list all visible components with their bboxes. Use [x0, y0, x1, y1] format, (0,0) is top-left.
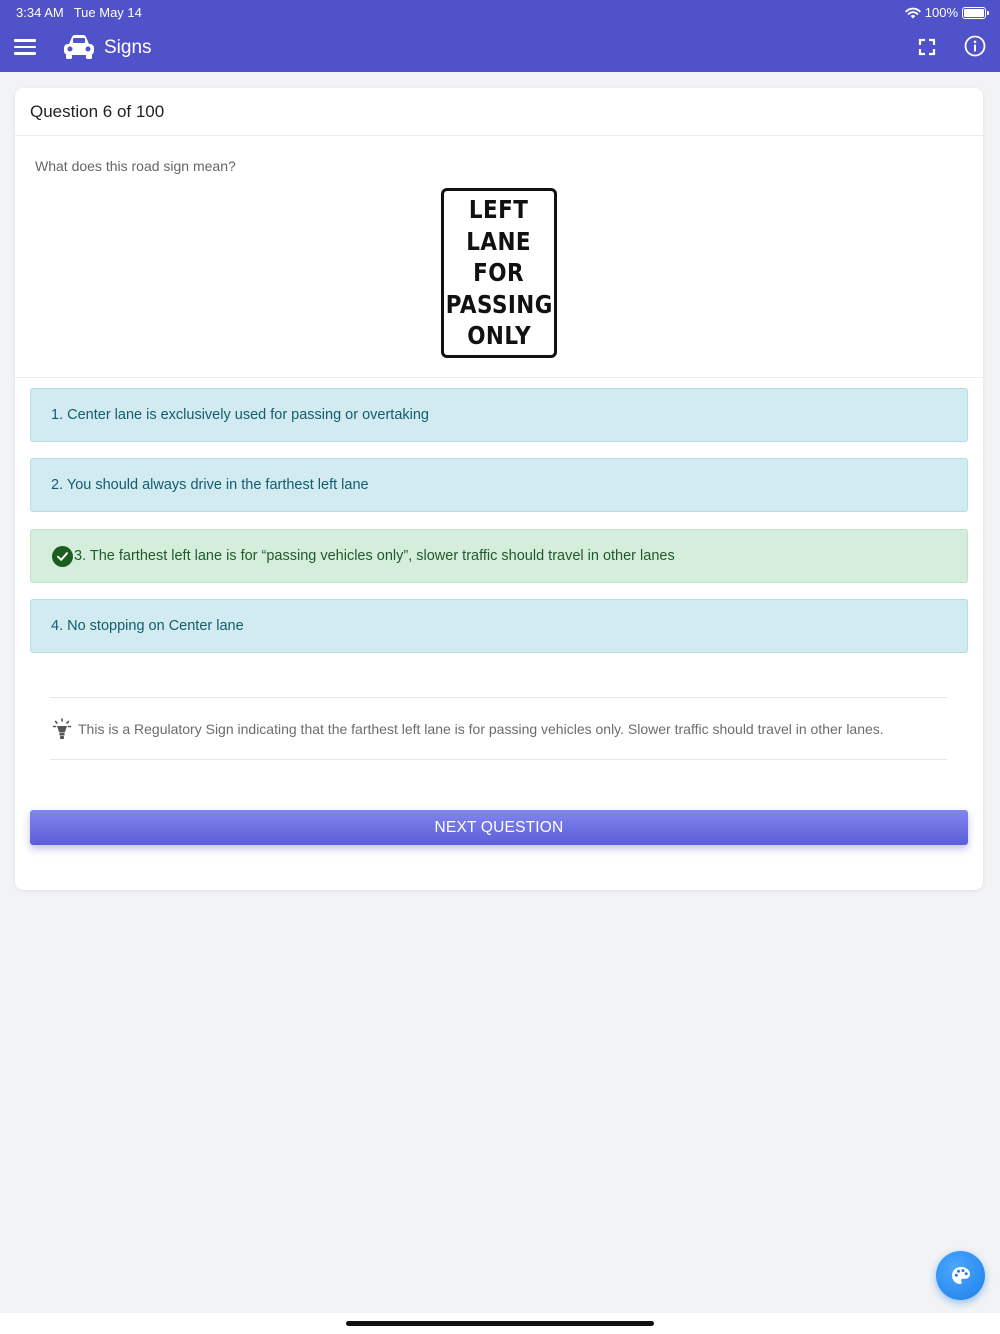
fullscreen-icon[interactable] — [917, 37, 937, 57]
top-bar — [0, 0, 1000, 72]
answer-option-4[interactable] — [30, 599, 968, 653]
answer-option-2[interactable] — [30, 458, 968, 512]
answer-option-label: 3. The farthest left lane is for “passing vehicles only”, slower traffic should travel in other lanes — [74, 548, 675, 564]
theme-fab-button[interactable] — [936, 1251, 985, 1300]
sign-line: ONLY — [467, 321, 531, 351]
battery-icon — [962, 7, 986, 19]
lightbulb-icon — [52, 718, 72, 740]
app-bar — [0, 28, 1000, 68]
question-prompt: What does this road sign mean? — [35, 158, 236, 174]
answer-option-label: 2. You should always drive in the farthest left lane — [51, 477, 369, 493]
palette-icon — [950, 1265, 972, 1287]
info-icon[interactable] — [964, 35, 986, 57]
wifi-icon — [905, 7, 921, 19]
question-card — [15, 88, 983, 890]
answer-option-label: 4. No stopping on Center lane — [51, 618, 244, 634]
sign-line: FOR — [473, 258, 525, 288]
divider — [15, 377, 983, 378]
sign-line: LEFT — [469, 195, 529, 225]
battery-fill — [964, 9, 984, 17]
answer-option-3[interactable] — [30, 529, 968, 583]
sign-line: LANE — [466, 226, 532, 256]
status-bar-right — [905, 5, 986, 20]
check-circle-icon — [52, 546, 73, 567]
sign-line: PASSING — [445, 289, 553, 319]
road-sign-image — [441, 188, 557, 358]
status-date: Tue May 14 — [73, 5, 142, 20]
next-question-button[interactable]: NEXT QUESTION — [30, 810, 968, 845]
menu-icon[interactable] — [14, 36, 36, 58]
car-icon — [62, 32, 96, 62]
battery-percent: 100% — [924, 5, 958, 20]
divider — [50, 759, 947, 760]
answer-option-1[interactable] — [30, 388, 968, 442]
question-header: Question 6 of 100 — [15, 88, 983, 136]
home-indicator[interactable] — [346, 1321, 654, 1326]
answer-option-label: 1. Center lane is exclusively used for passing or overtaking — [51, 407, 429, 423]
app-title: Signs — [104, 37, 152, 58]
explanation — [52, 718, 884, 740]
divider — [50, 697, 947, 698]
status-bar-left — [16, 5, 142, 20]
status-time: 3:34 AM — [16, 5, 64, 20]
explanation-text: This is a Regulatory Sign indicating that the farthest left lane is for passing vehicles only. Slower traffic should travel in other lanes. — [78, 721, 884, 737]
